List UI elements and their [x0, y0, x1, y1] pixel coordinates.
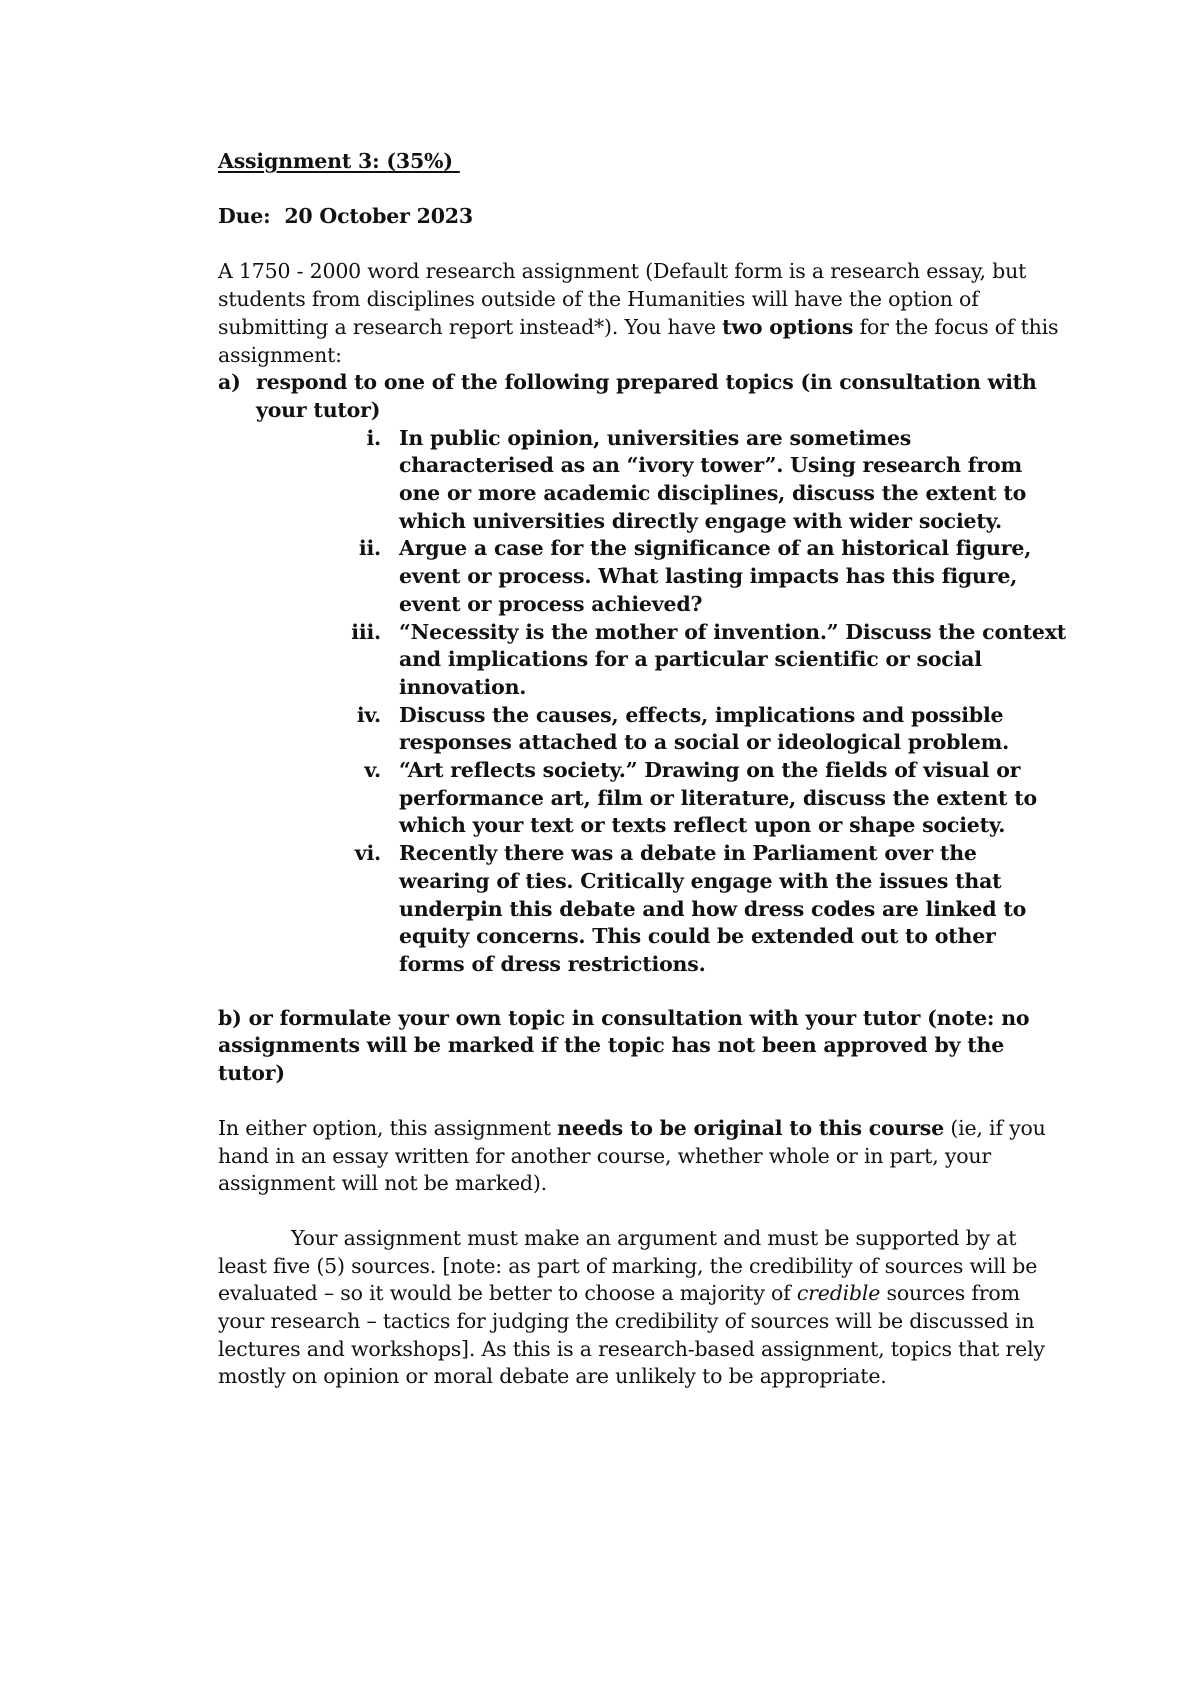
- topic-text: “Necessity is the mother of invention.” Discuss the context and implications for a particular scientific or social innovation.: [399, 619, 1067, 699]
- option-a-text: respond to one of the following prepared topics (in consultation with your tutor): [256, 370, 1037, 422]
- intro-paragraph: [218, 258, 1068, 369]
- due-date: Due: 20 October 2023: [218, 203, 473, 228]
- topic-text: In public opinion, universities are sometimes characterised as an “ivory tower”. Using research from one or more academic disciplines, discuss the extent to which universities directly engage with wider society.: [399, 425, 1027, 533]
- topic-number: v.: [364, 758, 381, 783]
- topic-number: i.: [366, 425, 381, 450]
- list-item: [218, 757, 1068, 840]
- list-item: [218, 425, 1068, 536]
- intro-end: for the focus of this assignment:: [218, 314, 1059, 367]
- topic-text: “Art reflects society.” Drawing on the fields of visual or performance art, film or literature, discuss the extent to which your text or texts reflect upon or shape society.: [399, 758, 1037, 838]
- sources-start: Your assignment must make an argument and must be supported by at least five (5) sources. [note: as part of marking, the credibility of sources will be evaluated – so it would be better to choose a majority of: [218, 1225, 1038, 1306]
- topic-number: ii.: [358, 536, 381, 561]
- intro-emphasis: two options: [722, 314, 854, 339]
- topic-list: [218, 425, 1068, 979]
- assignment-title: Assignment 3: (35%): [218, 149, 460, 173]
- list-item: [218, 619, 1068, 702]
- originality-paragraph: [218, 1115, 1068, 1198]
- option-a: [218, 369, 1068, 424]
- originality-emphasis: needs to be original to this course: [557, 1115, 944, 1140]
- sources-end: sources from your research – tactics for judging the credibility of sources will be discussed in lectures and workshops]. As this is a research-based assignment, topics that rely mostly on opinion or moral debate are unlikely to be appropriate.: [218, 1281, 1045, 1389]
- option-b: b) or formulate your own topic in consultation with your tutor (note: no assignments will be marked if the topic has not been approved by the tutor): [218, 1005, 1030, 1086]
- document-body: [218, 148, 1068, 1391]
- intro-text: A 1750 - 2000 word research assignment (Default form is a research essay, but students from disciplines outside of the Humanities will have the option of submitting a research report instead*). You have: [218, 259, 1027, 339]
- sources-emphasis: credible: [796, 1281, 881, 1306]
- originality-end: (ie, if you hand in an essay written for another course, whether whole or in part, your assignment will not be marked).: [218, 1115, 1046, 1196]
- sources-paragraph: [218, 1225, 1068, 1391]
- topic-text: Argue a case for the significance of an historical figure, event or process. What lasting impacts has this figure, event or process achieved?: [399, 536, 1032, 616]
- topic-text: Recently there was a debate in Parliament over the wearing of ties. Critically engage with the issues that underpin this debate and how dress codes are linked to equity concerns. This could be extended out to other forms of dress restrictions.: [399, 841, 1027, 976]
- list-item: [218, 535, 1068, 618]
- list-item: [218, 840, 1068, 979]
- topic-number: iii.: [351, 619, 381, 644]
- option-a-marker: a): [218, 370, 241, 395]
- originality-start: In either option, this assignment: [218, 1115, 558, 1140]
- topic-number: vi.: [354, 841, 381, 866]
- list-item: [218, 702, 1068, 757]
- topic-number: iv.: [356, 702, 381, 727]
- topic-text: Discuss the causes, effects, implications and possible responses attached to a social or ideological problem.: [399, 702, 1010, 755]
